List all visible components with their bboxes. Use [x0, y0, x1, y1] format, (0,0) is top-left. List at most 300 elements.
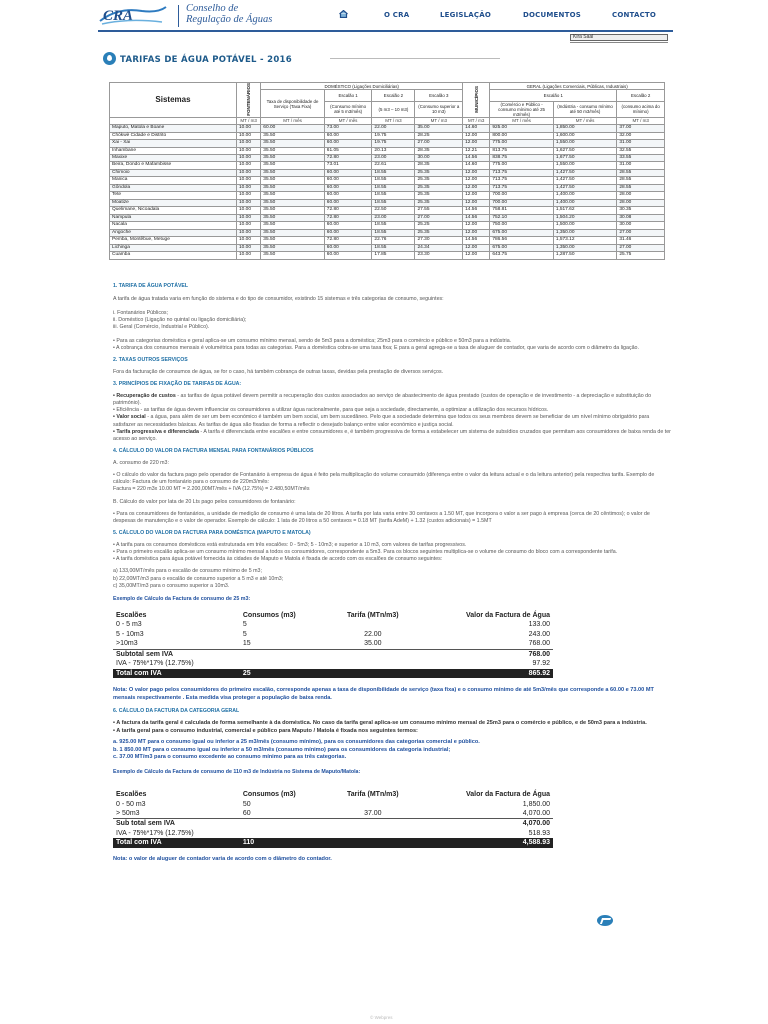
tariff-cell: 1,573.12: [553, 237, 617, 244]
tariff-body: [110, 125, 665, 259]
table-row: [110, 207, 665, 214]
calc-row: [113, 800, 553, 809]
tariff-cell: 643.75: [490, 252, 554, 259]
tariff-cell: 10.00: [237, 132, 261, 139]
tariff-cell: 713.75: [490, 184, 554, 191]
note: Nota: o valor de aluguer de contador varia de acordo com o diâmetro do contador.: [113, 855, 332, 862]
tariff-cell: 19.75: [372, 140, 415, 147]
back-to-top-icon[interactable]: [597, 915, 613, 926]
tariff-cell: 31.00: [617, 140, 665, 147]
tariff-cell: 10.00: [237, 252, 261, 259]
calc-iva-row: [113, 829, 553, 838]
col-dom-escalao3: Escalão 3: [415, 90, 463, 101]
tariff-cell: 1,500.00: [553, 222, 617, 229]
col-geral-escalao1: Escalão 1: [490, 90, 617, 101]
calc-cell: [329, 838, 416, 847]
system-name-cell: Lichinga: [110, 244, 237, 251]
tariff-cell: 1,504.20: [553, 214, 617, 221]
title-rule: [330, 58, 500, 59]
tariff-cell: 25.35: [415, 199, 463, 206]
section-title: 5. CÁLCULO DO VALOR DA FACTURA PARA DOMÉSTICA (MAPUTO E MATOLA): [113, 530, 311, 537]
calc-row: [113, 809, 553, 819]
tariff-cell: 25.35: [415, 192, 463, 199]
tariff-cell: 30.08: [617, 214, 665, 221]
table-row: [110, 147, 665, 154]
tariff-cell: 10.00: [237, 229, 261, 236]
tariff-cell: 758.81: [490, 207, 554, 214]
system-name-cell: Moatize: [110, 199, 237, 206]
calc-cell: 4,070.00: [417, 819, 554, 829]
col-dom-esc1-desc: (Consumo mínimo até 5 m3/mês): [324, 101, 372, 117]
paragraph: Factura = 220 m3x 10.00 MT = 2.200,00MT/mês + IVA (12.75%) = 2.480,50MT/mês: [113, 486, 310, 493]
tariff-cell: 18.55: [372, 192, 415, 199]
tariff-cell: 1,400.00: [553, 192, 617, 199]
tariff-cell: 35.50: [261, 237, 325, 244]
tariff-cell: 35.50: [261, 154, 325, 161]
tariff-cell: 14.56: [463, 237, 490, 244]
table-row: [110, 132, 665, 139]
tariff-cell: 22.76: [372, 237, 415, 244]
list-item: b) 22,00MT/m3 para o escalão de consumo superior a 5 m3 e até 10m3;: [113, 575, 284, 582]
calc-cell: 37.00: [364, 809, 382, 817]
tariff-cell: 10.00: [237, 237, 261, 244]
tariff-cell: 20.13: [372, 147, 415, 154]
tariff-cell: 25.35: [415, 169, 463, 176]
tariff-cell: 37.00: [617, 125, 665, 132]
tariff-cell: 12.00: [463, 199, 490, 206]
calc-table-domestic: [113, 611, 553, 678]
calc-cell: 518.93: [528, 829, 550, 837]
tariff-cell: 675.00: [490, 244, 554, 251]
search-underline: [570, 42, 668, 43]
table-row: [110, 192, 665, 199]
calc-total-row: [113, 838, 553, 847]
calc-cell: 4,070.00: [522, 809, 550, 817]
tariff-cell: 1,600.00: [553, 132, 617, 139]
tariff-cell: 752.10: [490, 214, 554, 221]
tariff-cell: 14.56: [463, 154, 490, 161]
system-name-cell: Quelimane, Nicoadala: [110, 207, 237, 214]
tariff-cell: 22.50: [372, 207, 415, 214]
col-domestico: DOMÉSTICO (Ligações Domiciliárias): [261, 83, 463, 90]
tariff-cell: 27.00: [415, 214, 463, 221]
water-drop-icon: [103, 52, 116, 65]
tariff-cell: 60.00: [324, 222, 372, 229]
calc-cell: Valor da Factura de Água: [465, 791, 550, 799]
calc-subtotal-row: [113, 649, 553, 659]
paragraph: • A tarifa doméstica para água potável fornecida às cidades de Maputo e Matola é fixada de acordo com os escalões de consumo seguintes:: [113, 556, 443, 563]
tariff-cell: 713.75: [490, 177, 554, 184]
tariff-cell: 60.00: [324, 192, 372, 199]
tariff-cell: 35.50: [261, 252, 325, 259]
calc-cell: [329, 800, 416, 809]
tariff-cell: 10.00: [237, 147, 261, 154]
calc-cell: Tarifa (MTn/m3): [347, 791, 399, 799]
tariff-cell: 73.01: [324, 162, 372, 169]
system-name-cell: Maputo, Matola e Boane: [110, 125, 237, 132]
paragraph: • Para as categorias doméstica e geral aplica-se um consumo mínimo mensal, sendo de 5m3 para a doméstica; 25m3 para o comércio e público e 50m3 para a indústria.: [113, 337, 512, 344]
note: Nota: O valor pago pelos consumidores do primeiro escalão, corresponde apenas a taxa de disponibilidade de serviço (taxa fixa) e o consumo mínimo de até 5m3/mês que corresponde a 60.00 e 73.00 MT mensais respectivamente . Esta medida visa proteger a população de baixa renda.: [113, 687, 654, 701]
calc-cell: [329, 669, 416, 678]
table-row: [110, 169, 665, 176]
calc-cell: [240, 649, 329, 659]
system-name-cell: Gôndola: [110, 184, 237, 191]
table-row: [110, 177, 665, 184]
section-title: 4. CÁLCULO DO VALOR DA FACTURA MENSAL PARA FONTANÁRIOS PÚBLICOS: [113, 448, 314, 455]
paragraph-text: - as tarifas de água potável devem permitir a recuperação dos custos associados ao serviço de abastecimento de água prestado (custos de operação e de investimento - a depreciação e substituição do património).: [113, 393, 652, 407]
calc-total-row: [113, 669, 553, 678]
list-item: c) 35,00MT/m3 para o consumo superior a 10m3.: [113, 582, 230, 589]
units-cell: [110, 117, 237, 124]
tariff-cell: 32.55: [617, 147, 665, 154]
tariff-cell: 12.00: [463, 192, 490, 199]
list-item: b. 1 850.00 MT para o consumo igual ou inferior a 50 m3/mês (consumo mínimo) para os consumidores da categoria industrial;: [113, 746, 451, 753]
tariff-cell: 1,550.00: [553, 162, 617, 169]
org-name: [186, 3, 272, 25]
site-header: [0, 0, 768, 32]
list-item: a) 133,00MT/mês para o escalão de consumo mínimo de 5 m3;: [113, 568, 262, 575]
calc-cell: [329, 649, 416, 659]
tariff-cell: 22.00: [372, 125, 415, 132]
tariff-cell: 28.00: [617, 192, 665, 199]
list-item: a. 925.00 MT para o consumo igual ou inferior a 25 m3/mês (consumo mínimo), para os consumidores das categorias comercial e público.: [113, 739, 480, 746]
tariff-cell: 60.00: [324, 184, 372, 191]
table-row: [110, 237, 665, 244]
tariff-cell: 18.55: [372, 169, 415, 176]
tariff-cell: 1,350.00: [553, 244, 617, 251]
tariff-cell: 35.50: [261, 207, 325, 214]
tariff-cell: 786.56: [490, 237, 554, 244]
tariff-cell: 10.00: [237, 140, 261, 147]
tariff-cell: 12.21: [463, 147, 490, 154]
tariff-cell: 73.00: [324, 125, 372, 132]
org-name-line1: Conselho de: [186, 3, 239, 14]
tariff-cell: 27.00: [617, 229, 665, 236]
page-title: TARIFAS DE ÁGUA POTÁVEL - 2016: [120, 55, 292, 65]
tariff-cell: 27.00: [415, 140, 463, 147]
tariff-cell: 713.75: [490, 169, 554, 176]
tariff-cell: 35.50: [261, 140, 325, 147]
tariff-cell: 35.50: [261, 132, 325, 139]
table-row: [110, 244, 665, 251]
calc-cell: 0 - 50 m3: [116, 800, 146, 808]
calc-cell: 768.00: [528, 640, 550, 648]
calc-cell: 110: [240, 838, 329, 847]
calc-cell: [329, 829, 416, 838]
section-title: 2. TAXAS OUTROS SERVIÇOS: [113, 356, 188, 363]
calc-cell: Sub total sem IVA: [113, 819, 240, 829]
tariff-cell: 18.55: [372, 229, 415, 236]
list-item: i. Fontanários Públicos;: [113, 310, 169, 317]
tariff-cell: 28.55: [617, 177, 665, 184]
calc-cell: 15: [242, 640, 251, 648]
tariff-cell: 60.00: [324, 252, 372, 259]
logo-divider: [178, 5, 179, 27]
paragraph: A tarifa de água tratada varia em função do sistema e do tipo de consumidor, existindo 15 sistemas e três categorias de consumo, seguintes:: [113, 296, 444, 303]
tariff-cell: 18.55: [372, 177, 415, 184]
paragraph-text: - A tarifa é diferenciada entre escalões e entre consumidores e, é também progressiva de forma a estabelecer um sistema de subsídios cruzados que permitam aos consumidores de baixa renda de ter acesso ao serviço.: [113, 428, 671, 442]
tariff-cell: 12.00: [463, 229, 490, 236]
paragraph: • Para o primeiro escalão aplica-se um consumo mínimo mensal a todos os consumidores, correspondente a 5m3. Para os blocos seguintes multiplica-se o volume de consumo do bloco com a correspondente tarifa.: [113, 549, 618, 556]
calc-cell: Escalões: [116, 791, 147, 799]
calc-cell: 60: [242, 809, 251, 817]
tariff-cell: 28.00: [617, 199, 665, 206]
tariff-cell: 27.55: [415, 207, 463, 214]
system-name-cell: Nacala: [110, 222, 237, 229]
tariff-cell: 31.00: [617, 162, 665, 169]
example-title: Exemplo de Cálculo da Factura de consumo de 25 m3:: [113, 595, 251, 602]
tariff-cell: 19.75: [372, 132, 415, 139]
units-cell: MT / m3: [237, 117, 261, 124]
tariff-cell: 18.55: [372, 199, 415, 206]
tariff-cell: 33.55: [617, 154, 665, 161]
calc-table-general: [113, 790, 553, 848]
calc-cell: [240, 829, 329, 838]
cra-logo[interactable]: [98, 3, 168, 27]
tariff-cell: 35.50: [261, 214, 325, 221]
tariff-cell: 750.00: [490, 222, 554, 229]
calc-cell: Tarifa (MTn/m3): [347, 612, 399, 620]
tariff-cell: 35.50: [261, 229, 325, 236]
tariff-cell: 12.00: [463, 140, 490, 147]
table-row: [110, 229, 665, 236]
table-row: [110, 162, 665, 169]
tariff-cell: 14.60: [463, 162, 490, 169]
tariff-cell: 72.80: [324, 237, 372, 244]
units-cell: MT / m3: [463, 117, 490, 124]
nav-o-cra[interactable]: O CRA: [384, 11, 410, 19]
tariff-cell: 10.00: [237, 214, 261, 221]
calc-subtotal-row: [113, 819, 553, 829]
calc-cell: 22.00: [364, 630, 382, 638]
tariff-cell: 27.30: [415, 237, 463, 244]
tariff-cell: 14.56: [463, 207, 490, 214]
tariff-cell: 18.55: [372, 184, 415, 191]
system-name-cell: Angoche: [110, 229, 237, 236]
col-municipios: MUNICÍPIOS: [463, 83, 490, 118]
tariff-cell: 35.50: [261, 192, 325, 199]
tariff-cell: 1,677.50: [553, 154, 617, 161]
tariff-cell: 700.00: [490, 192, 554, 199]
tariff-cell: 10.00: [237, 222, 261, 229]
tariff-cell: 838.75: [490, 154, 554, 161]
tariff-cell: 25.35: [415, 177, 463, 184]
tariff-cell: 30.35: [617, 207, 665, 214]
calc-cell: [329, 659, 416, 668]
tariff-cell: 12.00: [463, 252, 490, 259]
tariff-cell: 60.00: [324, 169, 372, 176]
tariff-cell: 10.00: [237, 199, 261, 206]
calc-cell: Subtotal sem IVA: [113, 649, 240, 659]
units-row: [110, 117, 665, 124]
tariff-cell: 10.00: [237, 169, 261, 176]
tariff-cell: 72.80: [324, 154, 372, 161]
tariff-cell: 60.00: [261, 125, 325, 132]
tariff-cell: 61.05: [324, 147, 372, 154]
units-cell: MT / m3: [415, 117, 463, 124]
tariff-cell: 925.00: [490, 125, 554, 132]
paragraph-text: - a água, para além de ser um bem económico é também um bem social, um bem sucedâneo. Pelo que a sociedade determina que todos os seus membros devem se beneficiar de um nível mínimo obrigatório para satisfazer as necessidades básicas. As tarifas de água são fixadas de forma a reflectir o desejado balanço entre valor económico e justiça social.: [113, 414, 650, 428]
system-name-cell: Chókwè Cidade e Distrito: [110, 132, 237, 139]
tariff-cell: 35.50: [261, 177, 325, 184]
tariff-cell: 60.00: [324, 244, 372, 251]
paragraph: • A tarifa para os consumos domésticos está estruturada em três escalões: 0 - 5m3; 5 - 10m3; e superior a 10 m3, com valores de tarifas progressivos.: [113, 542, 467, 549]
tariff-cell: 60.00: [324, 132, 372, 139]
col-dom-escalao2: Escalão 2: [372, 90, 415, 101]
tariff-cell: 28.55: [617, 169, 665, 176]
tariff-cell: 18.55: [372, 222, 415, 229]
units-cell: MT / mês: [553, 117, 617, 124]
tariff-cell: 1,627.50: [553, 147, 617, 154]
table-row: [110, 214, 665, 221]
system-name-cell: Xai - Xai: [110, 140, 237, 147]
tariff-cell: 10.00: [237, 184, 261, 191]
calc-cell: 97.92: [532, 660, 550, 668]
tariff-cell: 1,517.62: [553, 207, 617, 214]
system-name-cell: Chimoio: [110, 169, 237, 176]
tariff-cell: 775.00: [490, 162, 554, 169]
search-field[interactable]: Kira Saal: [570, 34, 668, 41]
calc-cell: Valor da Factura de Água: [465, 612, 550, 620]
system-name-cell: Maxixe: [110, 154, 237, 161]
paragraph: • A tarifa geral para o consumo industrial, comercial e público para Maputo / Matola é fixada nos seguintes termos:: [113, 727, 418, 734]
tariff-cell: 35.50: [261, 244, 325, 251]
tariff-cell: 35.50: [261, 199, 325, 206]
calc-cell: 0 - 5 m3: [116, 621, 142, 629]
system-name-cell: Tete: [110, 192, 237, 199]
tariff-cell: 17.85: [372, 252, 415, 259]
tariff-cell: 14.56: [463, 214, 490, 221]
calc-row: [113, 639, 553, 649]
tariff-cell: 12.00: [463, 184, 490, 191]
calc-cell: Consumos (m3): [242, 791, 296, 799]
calc-cell: IVA - 75%*17% (12.75%): [116, 829, 194, 837]
system-name-cell: Pemba, Montêbue, Metuge: [110, 237, 237, 244]
tariff-cell: 28.25: [415, 132, 463, 139]
tariff-cell: 700.00: [490, 199, 554, 206]
system-name-cell: Inhambane: [110, 147, 237, 154]
tariff-cell: 675.00: [490, 229, 554, 236]
paragraph: Fora da facturação de consumos de água, se for o caso, há também cobrança de outras taxas, devidas pela prestação de diversos serviços.: [113, 368, 444, 375]
calc-cell: [240, 819, 329, 829]
table-row: [110, 184, 665, 191]
col-geral-esc2-desc: (consumo acima do mínimo): [617, 101, 665, 117]
table-row: [110, 154, 665, 161]
calc-cell: 133.00: [528, 621, 550, 629]
tariff-cell: 23.30: [415, 252, 463, 259]
tariff-cell: 1,427.50: [553, 177, 617, 184]
tariff-cell: 12.00: [463, 169, 490, 176]
col-geral: GERAL (Ligações Comerciais, Públicas, Industriais): [490, 83, 665, 90]
bold-term: • Tarifa progressiva e diferenciada: [113, 428, 199, 435]
tariff-cell: 72.80: [324, 207, 372, 214]
units-cell: MT / mês: [490, 117, 554, 124]
nav-contacto[interactable]: CONTACTO: [612, 11, 657, 19]
calc-cell: 25: [240, 669, 329, 678]
col-geral-escalao2: Escalão 2: [617, 90, 665, 101]
home-icon[interactable]: [339, 10, 348, 18]
section-title: 1. TARIFA DE ÁGUA POTÁVEL: [113, 283, 189, 289]
table-row: [110, 140, 665, 147]
nav-legislacao[interactable]: LEGISLAÇÃO: [440, 11, 492, 19]
tariff-cell: 1,427.50: [553, 184, 617, 191]
tariff-cell: 12.00: [463, 132, 490, 139]
tariff-cell: 10.00: [237, 244, 261, 251]
tariff-cell: 32.00: [617, 132, 665, 139]
calc-cell: 5: [242, 621, 247, 629]
paragraph: A. consumo de 220 m3:: [113, 460, 169, 467]
tariff-cell: 28.35: [415, 147, 463, 154]
tariff-cell: 30.00: [415, 154, 463, 161]
list-item: ii. Doméstico (Ligação no quintal ou ligação domiciliária);: [113, 317, 247, 324]
calc-cell: 768.00: [417, 649, 554, 659]
org-name-line2: Regulação de Águas: [186, 14, 273, 25]
col-geral-esc1b-desc: (Indústria - consumo mínimo até 50 m3/mês): [553, 101, 617, 117]
paragraph: [113, 393, 673, 407]
system-name-cell: Nampula: [110, 214, 237, 221]
paragraph: [113, 414, 673, 428]
tariff-cell: 12.00: [463, 222, 490, 229]
units-cell: MT / m3: [617, 117, 665, 124]
col-sistemas: Sistemas: [110, 83, 237, 118]
tariff-cell: 10.00: [237, 192, 261, 199]
nav-documentos[interactable]: DOCUMENTOS: [523, 11, 581, 19]
table-row: [110, 199, 665, 206]
paragraph: [113, 429, 673, 443]
tariff-cell: 60.00: [324, 140, 372, 147]
calc-cell: 4,588.93: [417, 838, 554, 847]
tariff-cell: 60.00: [324, 229, 372, 236]
calc-cell: 1,850.00: [522, 800, 550, 808]
calc-cell: Consumos (m3): [242, 612, 296, 620]
col-fontenarios: FONTENÁRIOS: [237, 83, 261, 118]
paragraph: • A factura da tarifa geral é calculada de forma semelhante à da doméstica. No caso da tarifa geral aplica-se um consumo mínimo mensal de 25m3 para o comércio e público, e de 50m3 para a indústria.: [113, 720, 647, 727]
tariff-cell: 12.00: [463, 177, 490, 184]
paragraph: • O cálculo do valor da factura pago pelo operador de Fontanário à empresa de água é feito pela multiplicação do volume consumido (diferença entre o valor da leitura actual e o da leitura anterior) pela respectiva tarifa. Exemplo de cálculo: Factura de um fontanário para o consumo de 220m3/mês:: [113, 472, 655, 486]
calc-header-row: [113, 611, 553, 620]
header-divider: [98, 30, 673, 32]
calc-cell: > 50m3: [116, 809, 140, 817]
calc-cell: 5 - 10m3: [116, 630, 144, 638]
logo-text: CRA: [103, 8, 134, 24]
tariff-cell: 35.50: [261, 162, 325, 169]
tariff-cell: 25.35: [415, 184, 463, 191]
tariff-cell: 1,850.00: [553, 125, 617, 132]
tariff-cell: 35.50: [261, 184, 325, 191]
tariff-cell: 1,427.50: [553, 169, 617, 176]
system-name-cell: Cuamba: [110, 252, 237, 259]
calc-cell: 35.00: [364, 640, 382, 648]
bold-term: • Valor social: [113, 414, 146, 421]
table-row: [110, 222, 665, 229]
tariff-cell: 23.00: [372, 154, 415, 161]
system-name-cell: Beira, Dondo e Mafambisse: [110, 162, 237, 169]
example-title: Exemplo de Cálculo da Factura de consumo de 110 m3 de Indústria no Sistema de Maputo/Matola:: [113, 768, 361, 775]
tariff-cell: 35.50: [261, 147, 325, 154]
tariff-cell: 25.35: [415, 229, 463, 236]
tariff-cell: 10.00: [237, 154, 261, 161]
calc-cell: IVA - 75%*17% (12.75%): [116, 660, 194, 668]
paragraph: B. Cálculo do valor por lata de 20 Lts pago pelos consumidores de fontanário:: [113, 498, 296, 505]
tariff-cell: 25.25: [415, 222, 463, 229]
table-row: [110, 252, 665, 259]
tariff-cell: 28.35: [415, 162, 463, 169]
tariff-cell: 31.46: [617, 237, 665, 244]
section-title: 6. CÁLCULO DA FACTURA DA CATEGORIA GERAL: [113, 708, 240, 715]
calc-cell: Total com IVA: [113, 669, 240, 678]
col-dom-esc2-desc: (5 m3 – 10 m3): [372, 101, 415, 117]
calc-iva-row: [113, 659, 553, 668]
